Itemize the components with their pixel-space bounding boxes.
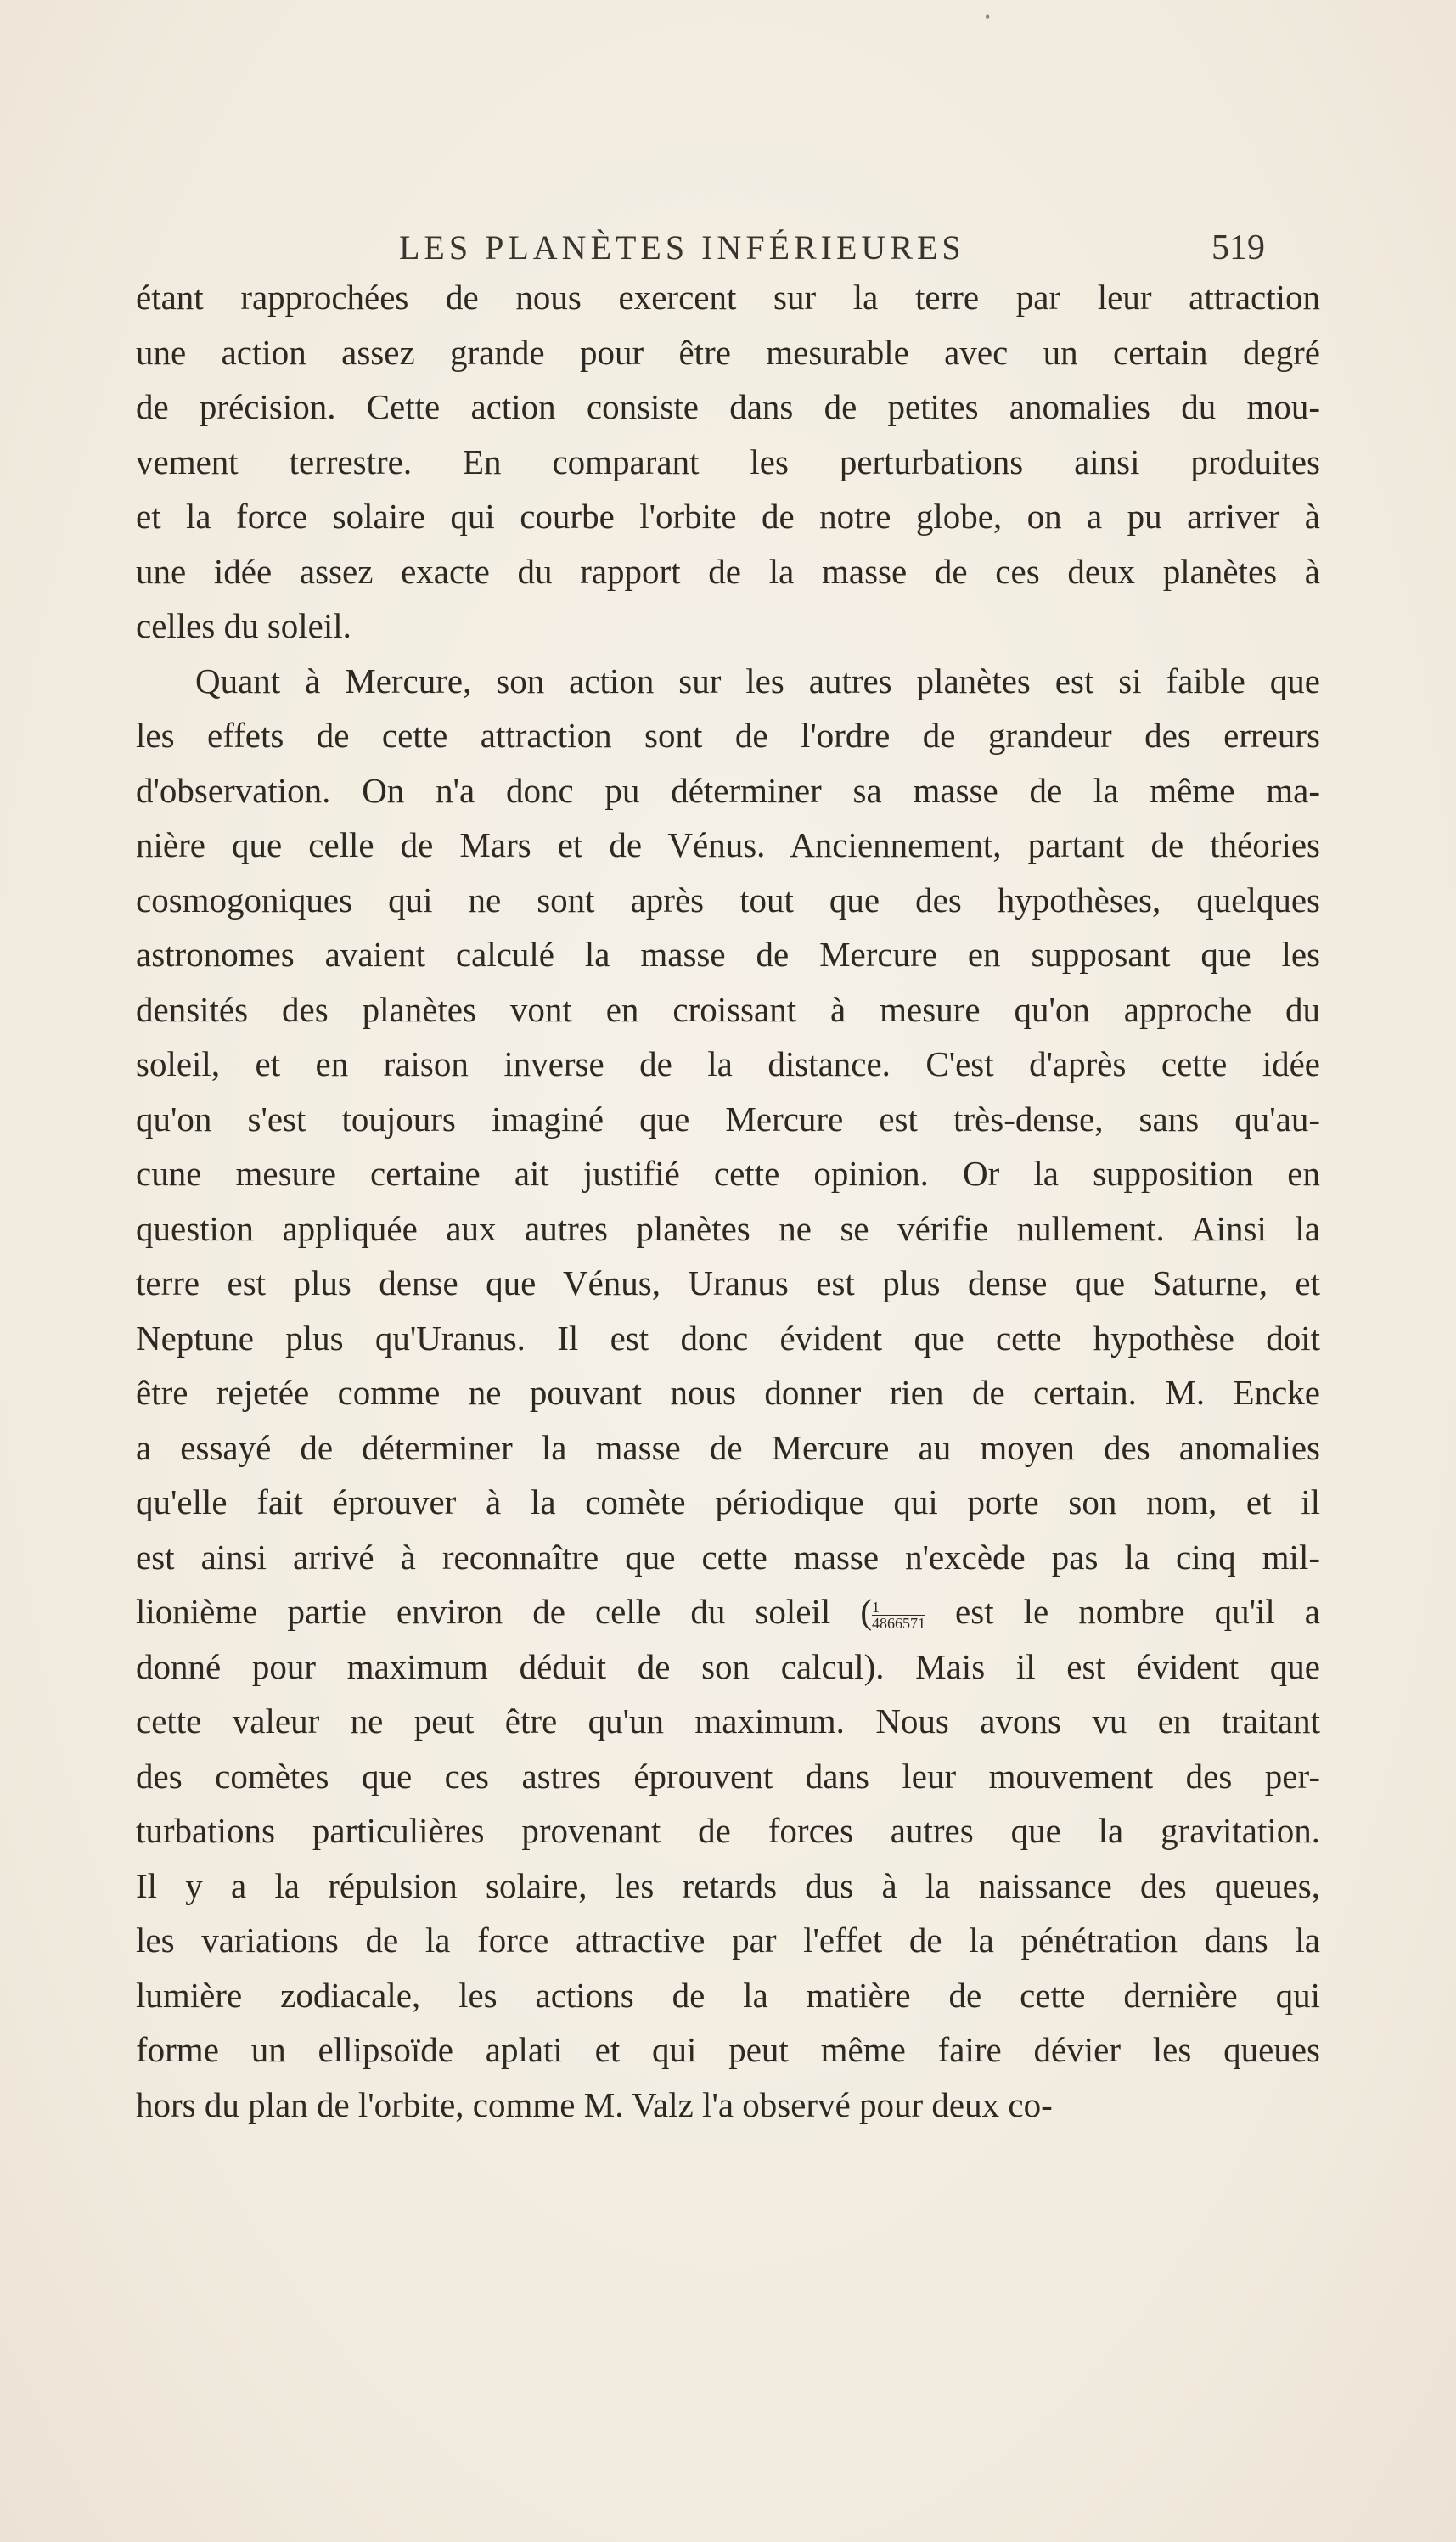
text-line: vement terrestre. En comparant les perturbations ainsi produites xyxy=(136,441,1320,481)
text-line: et la force solaire qui courbe l'orbite de notre globe, on a pu arriver à xyxy=(136,497,1320,536)
text-line: soleil, et en raison inverse de la distance. C'est d'après cette idée xyxy=(136,1044,1320,1083)
text-line: est ainsi arrivé à reconnaître que cette masse n'excède pas la cinq mil- xyxy=(136,1537,1320,1577)
text-line: Neptune plus qu'Uranus. Il est donc évident que cette hypothèse doit xyxy=(136,1318,1320,1358)
text-line: cosmogoniques qui ne sont après tout que des hypothèses, quelques xyxy=(136,880,1320,920)
text-line xyxy=(136,1584,1320,1639)
text-line: hors du plan de l'orbite, comme M. Valz l'a observé pour deux co- xyxy=(136,2084,1053,2124)
text-line: celles du soleil. xyxy=(136,606,351,645)
text-line: d'observation. On n'a donc pu déterminer sa masse de la même ma- xyxy=(136,770,1320,810)
text-line: terre est plus dense que Vénus, Uranus est plus dense que Saturne, et xyxy=(136,1263,1320,1302)
text-line: une idée assez exacte du rapport de la masse de ces deux planètes à xyxy=(136,551,1320,591)
text-segment: est le nombre qu'il a xyxy=(925,1592,1321,1631)
text-line: nière que celle de Mars et de Vénus. Anciennement, partant de théories xyxy=(136,825,1320,864)
text-line: étant rapprochées de nous exercent sur la terre par leur attraction xyxy=(136,278,1320,317)
text-line: Quant à Mercure, son action sur les autres planètes est si faible que xyxy=(195,661,1320,700)
text-line: cune mesure certaine ait justifié cette opinion. Or la supposition en xyxy=(136,1154,1320,1193)
text-line: donné pour maximum déduit de son calcul). Mais il est évident que xyxy=(136,1646,1320,1686)
text-line: turbations particulières provenant de forces autres que la gravitation. xyxy=(136,1811,1320,1850)
text-line: forme un ellipsoïde aplati et qui peut même faire dévier les queues xyxy=(136,2030,1320,2069)
text-line: a essayé de déterminer la masse de Mercure au moyen des anomalies xyxy=(136,1427,1320,1467)
text-line: qu'elle fait éprouver à la comète périodique qui porte son nom, et il xyxy=(136,1482,1320,1521)
text-line: être rejetée comme ne pouvant nous donner rien de certain. M. Encke xyxy=(136,1373,1320,1412)
text-line: une action assez grande pour être mesurable avec un certain degré xyxy=(136,332,1320,372)
page-number: 519 xyxy=(1211,228,1265,267)
fraction-denominator: 4866571 xyxy=(871,1615,925,1633)
corner-mark: • xyxy=(985,8,991,25)
text-line: question appliquée aux autres planètes ne se vérifie nullement. Ainsi la xyxy=(136,1208,1320,1248)
fraction-numerator: 1 xyxy=(872,1600,925,1616)
text-line: des comètes que ces astres éprouvent dans leur mouvement des per- xyxy=(136,1756,1320,1796)
text-line: lumière zodiacale, les actions de la matière de cette dernière qui xyxy=(136,1975,1320,2015)
text-line: densités des planètes vont en croissant à mesure qu'on approche du xyxy=(136,989,1320,1029)
body-text xyxy=(136,270,1320,2132)
text-line: qu'on s'est toujours imaginé que Mercure est très-dense, sans qu'au- xyxy=(136,1099,1320,1139)
running-title: LES PLANÈTES INFÉRIEURES xyxy=(399,228,965,267)
text-line: les effets de cette attraction sont de l'ordre de grandeur des erreurs xyxy=(136,716,1320,755)
text-line: cette valeur ne peut être qu'un maximum. Nous avons vu en traitant xyxy=(136,1701,1320,1741)
text-segment: lionième partie environ de celle du soleil ( xyxy=(136,1592,872,1631)
mass-fraction xyxy=(872,1600,925,1631)
page-header xyxy=(0,228,1456,270)
text-line: Il y a la répulsion solaire, les retards dus à la naissance des queues, xyxy=(136,1865,1320,1905)
text-line: de précision. Cette action consiste dans de petites anomalies du mou- xyxy=(136,387,1320,426)
text-line: astronomes avaient calculé la masse de Mercure en supposant que les xyxy=(136,935,1320,974)
text-line: les variations de la force attractive par l'effet de la pénétration dans la xyxy=(136,1921,1320,1960)
